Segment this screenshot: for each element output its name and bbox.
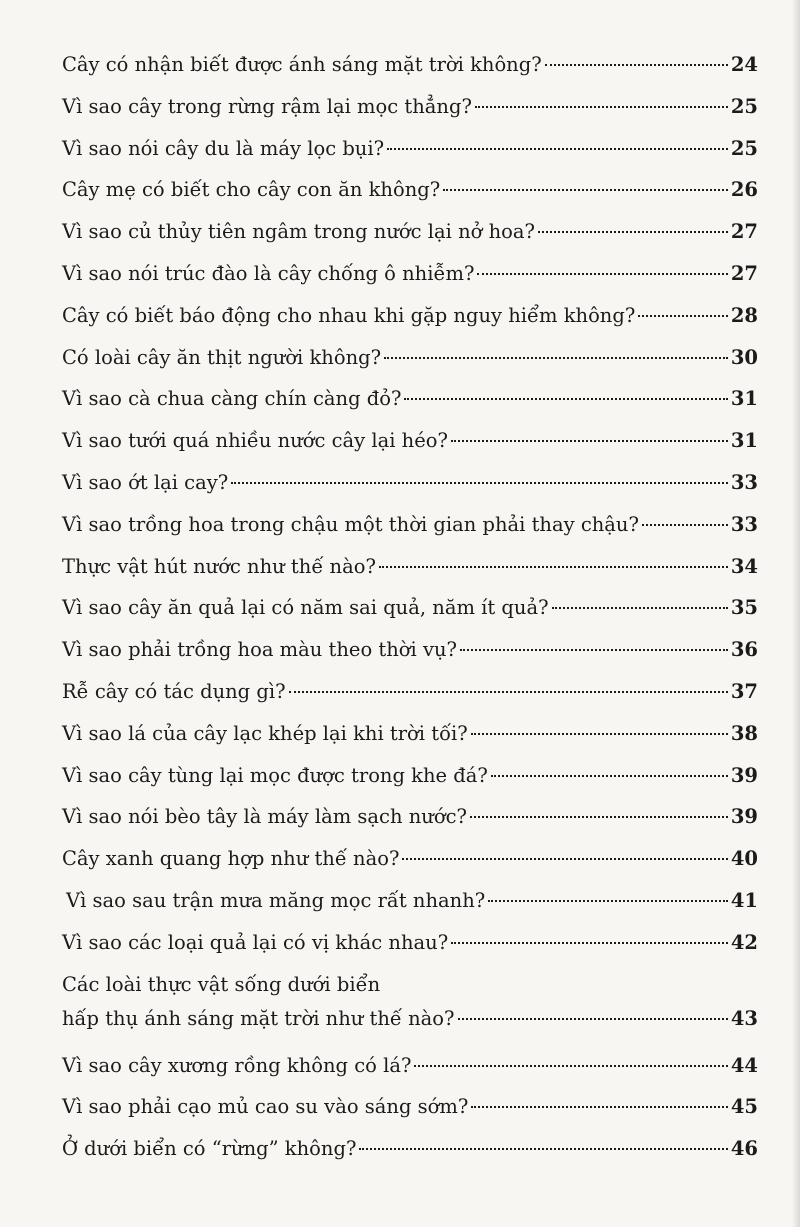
toc-entry-multiline — [62, 968, 758, 1045]
toc-entry-page: 27 — [730, 261, 758, 285]
dot-leader — [451, 942, 728, 944]
dot-leader — [638, 315, 728, 317]
toc-entry — [62, 169, 758, 211]
toc-entry-page: 42 — [730, 930, 758, 954]
toc-entry — [62, 1086, 758, 1128]
toc-entry — [62, 671, 758, 713]
toc-entry-title: Vì sao nói bèo tây là máy làm sạch nước? — [62, 805, 467, 829]
dot-leader — [477, 273, 727, 275]
toc-entry — [62, 337, 758, 379]
toc-entry-title: Cây có nhận biết được ánh sáng mặt trời không? — [62, 53, 542, 76]
toc-entry-title: Vì sao củ thủy tiên ngâm trong nước lại nở hoa? — [62, 220, 535, 244]
toc-entry-title: Vì sao ớt lại cay? — [62, 470, 229, 494]
toc-entry — [62, 880, 758, 922]
dot-leader — [488, 900, 728, 902]
toc-entry-page: 41 — [730, 888, 758, 912]
toc-entry-page: 44 — [730, 1053, 758, 1077]
dot-leader — [402, 858, 727, 860]
toc-entry-page: 39 — [730, 805, 758, 829]
toc-entry-page: 26 — [730, 178, 758, 202]
dot-leader — [458, 1018, 728, 1020]
toc-entry-page: 36 — [730, 638, 758, 662]
page-edge-shadow — [792, 0, 800, 1227]
dot-leader — [471, 733, 728, 735]
toc-entry-title: Thực vật hút nước như thế nào? — [62, 554, 376, 578]
toc-entry-title: Cây có biết báo động cho nhau khi gặp nguy hiểm không? — [62, 303, 636, 327]
toc-entry-page: 25 — [730, 94, 758, 118]
toc-entry — [62, 44, 758, 86]
toc-entry-title: Có loài cây ăn thịt người không? — [62, 345, 382, 369]
toc-entry — [62, 504, 758, 546]
toc-entry-page: 46 — [730, 1137, 758, 1161]
toc-entry-line-2 — [62, 1002, 758, 1036]
dot-leader — [552, 607, 728, 609]
table-of-contents — [62, 44, 758, 1170]
dot-leader — [443, 189, 728, 191]
toc-entry-page: 30 — [730, 345, 758, 369]
toc-entry-title: Rễ cây có tác dụng gì? — [62, 679, 286, 703]
toc-entry — [62, 1128, 758, 1170]
toc-entry-page: 40 — [730, 847, 758, 871]
toc-entry-title: Vì sao lá của cây lạc khép lại khi trời tối? — [62, 721, 468, 745]
toc-entry-page: 27 — [730, 220, 758, 244]
toc-entry-title: Vì sao cây ăn quả lại có năm sai quả, năm ít quả? — [62, 596, 549, 620]
toc-entry — [62, 629, 758, 671]
toc-entry — [62, 378, 758, 420]
toc-entry-title: Vì sao cây xương rồng không có lá? — [62, 1053, 412, 1077]
toc-entry-page: 34 — [730, 554, 758, 578]
dot-leader — [491, 775, 728, 777]
dot-leader — [231, 482, 728, 484]
toc-entry — [62, 838, 758, 880]
toc-entry-title: Vì sao nói cây du là máy lọc bụi? — [62, 136, 385, 160]
toc-entry-title: Vì sao nói trúc đào là cây chống ô nhiễm? — [62, 261, 475, 285]
toc-entry-page: 39 — [730, 763, 758, 787]
toc-entry-page: 31 — [730, 387, 758, 411]
dot-leader — [470, 816, 728, 818]
toc-entry-title-line2: hấp thụ ánh sáng mặt trời như thế nào? — [62, 1006, 455, 1030]
toc-entry — [62, 755, 758, 797]
toc-entry-title: Cây xanh quang hợp như thế nào? — [62, 847, 400, 871]
dot-leader — [289, 691, 728, 693]
dot-leader — [545, 64, 728, 66]
toc-entry — [62, 420, 758, 462]
toc-entry — [62, 713, 758, 755]
toc-entry-page: 38 — [730, 721, 758, 745]
toc-entry — [62, 462, 758, 504]
toc-entry-title: Vì sao các loại quả lại có vị khác nhau? — [62, 930, 449, 954]
toc-entry-title: Vì sao phải cạo mủ cao su vào sáng sớm? — [62, 1095, 469, 1119]
toc-entry — [62, 1045, 758, 1087]
toc-entry-title: Cây mẹ có biết cho cây con ăn không? — [62, 178, 441, 202]
dot-leader — [475, 106, 728, 108]
toc-entry-page: 31 — [730, 429, 758, 453]
dot-leader — [460, 649, 728, 651]
toc-entry-page: 45 — [730, 1095, 758, 1119]
toc-entry-page: 24 — [730, 53, 758, 76]
toc-entry — [62, 253, 758, 295]
toc-entry-title: Vì sao phải trồng hoa màu theo thời vụ? — [62, 638, 457, 662]
toc-entry — [62, 86, 758, 128]
toc-entry — [62, 546, 758, 588]
dot-leader — [359, 1148, 727, 1150]
toc-entry-line-1 — [62, 968, 758, 1002]
toc-entry-title: Vì sao cà chua càng chín càng đỏ? — [62, 387, 402, 411]
dot-leader — [384, 357, 728, 359]
toc-entry-page: 28 — [730, 303, 758, 327]
toc-entry-page: 43 — [730, 1006, 758, 1030]
toc-entry-page: 25 — [730, 136, 758, 160]
toc-entry — [62, 211, 758, 253]
toc-entry — [62, 922, 758, 964]
dot-leader — [471, 1106, 728, 1108]
dot-leader — [379, 566, 728, 568]
toc-entry — [62, 128, 758, 170]
dot-leader — [387, 148, 728, 150]
toc-entry — [62, 295, 758, 337]
toc-entry-page: 37 — [730, 679, 758, 703]
dot-leader — [414, 1065, 727, 1067]
toc-entry-page: 33 — [730, 470, 758, 494]
dot-leader — [538, 231, 728, 233]
toc-entry — [62, 796, 758, 838]
toc-entry-title: Vì sao tưới quá nhiều nước cây lại héo? — [62, 429, 448, 453]
dot-leader — [451, 440, 728, 442]
toc-entry-title: Ở dưới biển có “rừng” không? — [62, 1137, 357, 1161]
toc-entry — [62, 587, 758, 629]
toc-entry-title: Vì sao sau trận mưa măng mọc rất nhanh? — [66, 888, 486, 912]
toc-entry-title: Vì sao cây trong rừng rậm lại mọc thẳng? — [62, 94, 472, 118]
dot-leader — [404, 398, 727, 400]
toc-entry-title: Vì sao trồng hoa trong chậu một thời gian phải thay chậu? — [62, 512, 639, 536]
dot-leader — [642, 524, 728, 526]
toc-entry-page: 35 — [730, 596, 758, 620]
toc-entry-title: Vì sao cây tùng lại mọc được trong khe đá? — [62, 763, 488, 787]
toc-entry-page: 33 — [730, 512, 758, 536]
toc-entry-title-line1: Các loài thực vật sống dưới biển — [62, 972, 381, 996]
